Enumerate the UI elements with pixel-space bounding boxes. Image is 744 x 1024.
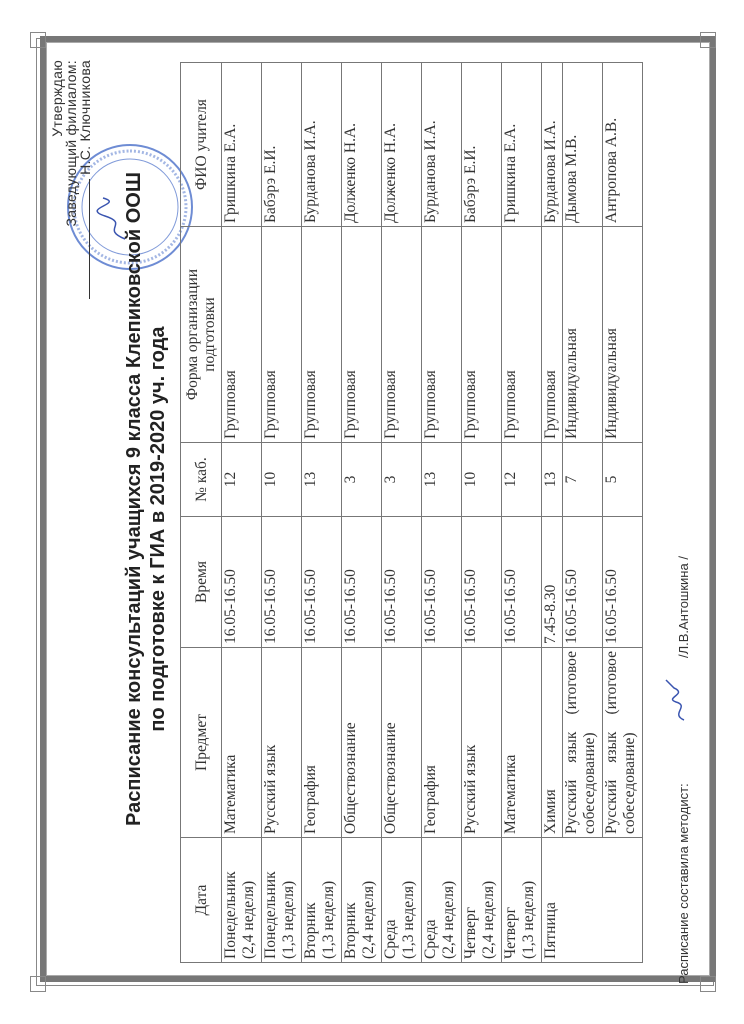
form-cell: Групповая xyxy=(222,227,262,443)
week-label: (2,4 неделя) xyxy=(240,880,257,959)
room-cell: 3 xyxy=(382,443,422,517)
room-cell: 5 xyxy=(603,443,643,517)
table-row xyxy=(262,63,302,963)
date-cell xyxy=(462,838,502,963)
subject-cell: География xyxy=(422,648,462,838)
room-cell: 7 xyxy=(563,443,603,517)
subject-cell: Русский язык (итоговое собеседование) xyxy=(603,648,643,838)
week-label: (1,3 неделя) xyxy=(400,880,417,959)
teacher-cell: Бабэрэ Е.И. xyxy=(262,63,302,227)
form-cell: Групповая xyxy=(342,227,382,443)
header-subject: Предмет xyxy=(181,648,222,838)
methodist-signature xyxy=(660,674,694,724)
table-row xyxy=(342,63,382,963)
table-row xyxy=(603,63,643,963)
time-cell: 16.05-16.50 xyxy=(262,517,302,648)
room-cell: 3 xyxy=(342,443,382,517)
table-row xyxy=(462,63,502,963)
week-label: (1,3 неделя) xyxy=(320,880,337,959)
time-cell: 7.45-8.30 xyxy=(542,517,563,648)
form-cell: Индивидуальная xyxy=(563,227,603,443)
header-time: Время xyxy=(181,517,222,648)
approval-heading: Утверждаю xyxy=(49,60,65,137)
time-cell: 16.05-16.50 xyxy=(462,517,502,648)
signature-line xyxy=(89,179,90,299)
teacher-cell: Бурданова И.А. xyxy=(422,63,462,227)
day-label: Четверг xyxy=(502,907,519,959)
title-line-1: Расписание консультаций учащихся 9 класса Клепиковской ООШ xyxy=(123,172,145,826)
form-cell: Групповая xyxy=(462,227,502,443)
header-form: Форма организации подготовки xyxy=(181,227,222,443)
week-label: (2,4 неделя) xyxy=(360,880,377,959)
week-label: (1,3 неделя) xyxy=(280,880,297,959)
form-cell: Индивидуальная xyxy=(603,227,643,443)
room-cell: 12 xyxy=(222,443,262,517)
table-row xyxy=(222,63,262,963)
subject-cell: Русский язык (итоговое собеседование) xyxy=(563,648,603,838)
date-cell xyxy=(302,838,342,963)
frame-corner xyxy=(30,32,46,48)
subject-cell: Математика xyxy=(502,648,542,838)
subject-cell: Химия xyxy=(542,648,563,838)
room-cell: 10 xyxy=(462,443,502,517)
header-room: № каб. xyxy=(181,443,222,517)
teacher-cell: Бурданова И.А. xyxy=(542,63,563,227)
day-label: Вторник xyxy=(342,902,359,959)
teacher-cell: Гришкина Е.А. xyxy=(222,63,262,227)
frame-corner xyxy=(30,976,46,992)
approval-position: Заведующий филиалом: xyxy=(63,60,79,227)
date-cell xyxy=(422,838,462,963)
week-label: (2,4 неделя) xyxy=(440,880,457,959)
form-cell: Групповая xyxy=(262,227,302,443)
teacher-cell: Антропова А.В. xyxy=(603,63,643,227)
title-line-2: по подготовке к ГИА в 2019-2020 уч. года xyxy=(147,326,169,732)
room-cell: 13 xyxy=(422,443,462,517)
approval-block xyxy=(50,60,92,299)
form-cell: Групповая xyxy=(302,227,342,443)
teacher-cell: Бабэрэ Е.И. xyxy=(462,63,502,227)
week-label: (1,3 неделя) xyxy=(520,880,537,959)
time-cell: 16.05-16.50 xyxy=(342,517,382,648)
footer-name: /Л.В.Антошкина / xyxy=(676,556,691,658)
day-label: Пятница xyxy=(542,902,559,959)
table-row xyxy=(563,63,603,963)
day-label: Четверг xyxy=(462,907,479,959)
room-cell: 10 xyxy=(262,443,302,517)
day-label: Понедельник xyxy=(222,871,239,959)
teacher-cell: Бурданова И.А. xyxy=(302,63,342,227)
table-row xyxy=(302,63,342,963)
subject-cell: Математика xyxy=(222,648,262,838)
date-cell xyxy=(502,838,542,963)
form-cell: Групповая xyxy=(542,227,563,443)
time-cell: 16.05-16.50 xyxy=(422,517,462,648)
frame-corner xyxy=(700,976,716,992)
day-label: Вторник xyxy=(302,902,319,959)
footer-label: Расписание составила методист: xyxy=(676,783,691,984)
page-title xyxy=(122,74,170,924)
table-row xyxy=(502,63,542,963)
header-teacher: ФИО учителя xyxy=(181,63,222,227)
table-row xyxy=(422,63,462,963)
teacher-cell: Дымова М.В. xyxy=(563,63,603,227)
time-cell: 16.05-16.50 xyxy=(302,517,342,648)
day-label: Понедельник xyxy=(262,871,279,959)
date-cell xyxy=(382,838,422,963)
time-cell: 16.05-16.50 xyxy=(222,517,262,648)
day-label: Среда xyxy=(382,919,399,959)
date-cell xyxy=(542,838,643,963)
teacher-cell: Долженко Н.А. xyxy=(342,63,382,227)
table-header-row xyxy=(181,63,222,963)
header-date: Дата xyxy=(181,838,222,963)
frame-corner xyxy=(700,32,716,48)
time-cell: 16.05-16.50 xyxy=(603,517,643,648)
subject-cell: Обществознание xyxy=(342,648,382,838)
teacher-cell: Гришкина Е.А. xyxy=(502,63,542,227)
time-cell: 16.05-16.50 xyxy=(563,517,603,648)
approval-signatory xyxy=(78,60,92,299)
room-cell: 13 xyxy=(542,443,563,517)
time-cell: 16.05-16.50 xyxy=(502,517,542,648)
table-row xyxy=(542,63,563,963)
date-cell xyxy=(262,838,302,963)
schedule-table xyxy=(180,62,643,963)
subject-cell: Русский язык xyxy=(462,648,502,838)
day-label: Среда xyxy=(422,919,439,959)
table-row xyxy=(382,63,422,963)
teacher-cell: Долженко Н.А. xyxy=(382,63,422,227)
subject-cell: Русский язык xyxy=(262,648,302,838)
form-cell: Групповая xyxy=(422,227,462,443)
week-label: (2,4 неделя) xyxy=(480,880,497,959)
time-cell: 16.05-16.50 xyxy=(382,517,422,648)
subject-cell: Обществознание xyxy=(382,648,422,838)
form-cell: Групповая xyxy=(382,227,422,443)
room-cell: 12 xyxy=(502,443,542,517)
approval-name: Н.С. Ключникова xyxy=(77,60,93,175)
date-cell xyxy=(222,838,262,963)
room-cell: 13 xyxy=(302,443,342,517)
date-cell xyxy=(342,838,382,963)
form-cell: Групповая xyxy=(502,227,542,443)
subject-cell: География xyxy=(302,648,342,838)
